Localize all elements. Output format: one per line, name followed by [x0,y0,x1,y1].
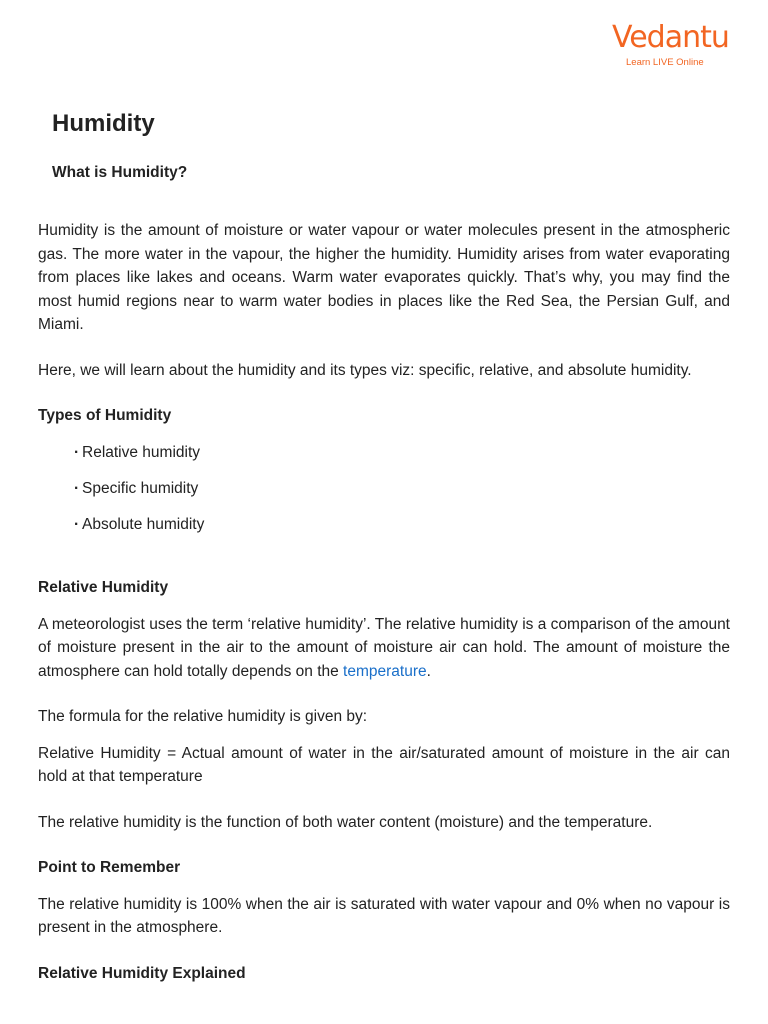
types-heading: Types of Humidity [38,407,172,424]
point-to-remember-text: The relative humidity is 100% when the air is saturated with water vapour and 0% when no vapour is present in the atmosphere. [38,895,730,936]
temperature-link[interactable]: temperature [343,662,427,680]
page-title: Humidity [52,110,155,137]
bullet-icon: · [74,443,80,461]
list-item: · Absolute humidity [74,513,730,537]
types-intro-paragraph: Here, we will learn about the humidity and its types viz: specific, relative, and absolute humidity. [38,361,692,379]
function-note: The relative humidity is the function of both water content (moisture) and the temperature. [38,813,653,831]
bullet-icon: · [74,479,80,497]
formula-text: Relative Humidity = Actual amount of water in the air/saturated amount of moisture in the air can hold at that temperature [38,744,730,785]
relative-humidity-heading: Relative Humidity [38,579,169,596]
vedantu-logo[interactable] [612,20,729,72]
intro-paragraph: Humidity is the amount of moisture or water vapour or water molecules present in the atmospheric gas. The more water in the vapour, the higher the humidity. Humidity arises from water evaporating from places like lakes and oceans. Warm water evaporates quickly. That’s why, you may find the most humid regions near to warm water bodies in places like the Red Sea, the Persian Gulf, and Miami. [38,222,730,333]
list-item: · Relative humidity [74,441,730,465]
relative-humidity-explained-heading: Relative Humidity Explained [38,964,246,982]
list-item: · Specific humidity [74,477,730,501]
bullet-icon: · [74,515,80,533]
section-subtitle: What is Humidity? [52,164,188,181]
relative-humidity-paragraph: A meteorologist uses the term ‘relative humidity’. The relative humidity is a comparison of the amount of moisture present in the air to the amount of moisture air can hold. The amount of moisture the atmosphere can hold totally depends on the temperature. [38,615,730,680]
article-body [38,219,730,985]
logo-tagline: Learn LIVE Online [626,57,704,68]
point-to-remember-heading: Point to Remember [38,859,181,876]
formula-intro: The formula for the relative humidity is given by: [38,708,368,725]
logo-wordmark: Vedantu [612,20,729,55]
types-list [74,441,730,537]
